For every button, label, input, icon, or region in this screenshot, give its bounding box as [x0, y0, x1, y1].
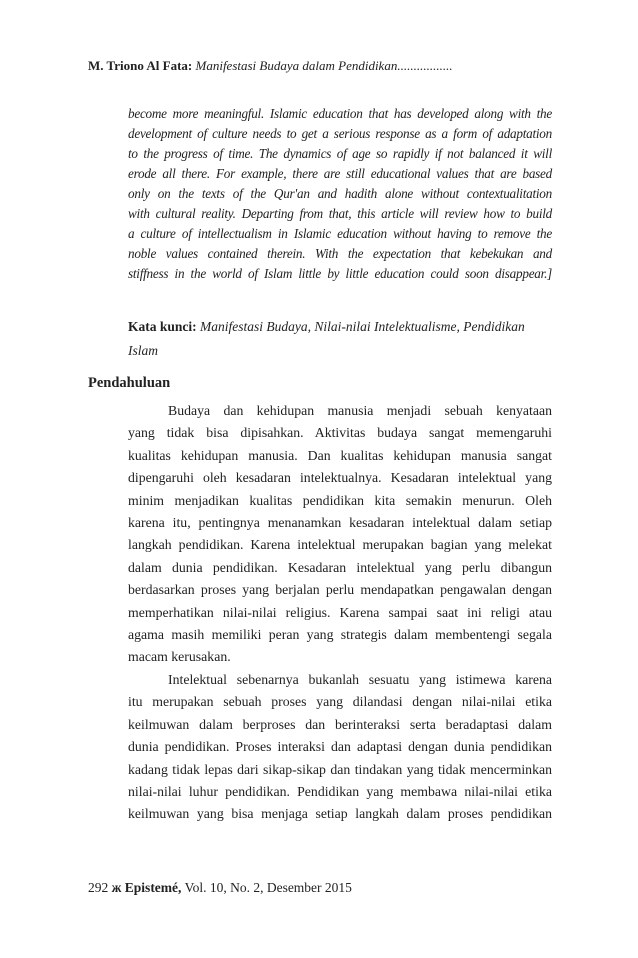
- running-header: [88, 56, 558, 76]
- paragraph-line: memperhatikan nilai-nilai religius. Karena sampai saat ini religi atau: [128, 604, 552, 620]
- paragraph-line: dunia pendidikan. Proses interaksi dan adaptasi dengan dunia pendidikan: [128, 739, 552, 755]
- section-heading: Pendahuluan: [88, 375, 171, 391]
- paragraph-line: dipengaruhi oleh kesadaran intelektualnya. Kesadaran intelektual yang: [128, 470, 552, 486]
- paragraph-line: itu merupakan sebuah proses yang dilandasi dengan nilai-nilai etika: [128, 694, 552, 710]
- paragraph-line: agama masih memiliki peran yang strategis dalam membentengi segala: [128, 627, 552, 643]
- abstract-line: with cultural reality. Departing from that, this article will review how to build: [128, 206, 552, 221]
- header-article-title: Manifestasi Budaya dalam Pendidikan.................: [195, 58, 453, 73]
- paragraph-line: keilmuwan yang bisa menjaga setiap langkah dalam proses pendidikan: [128, 806, 552, 822]
- paragraph-line: kadang tidak lepas dari sikap-sikap dan tindakan yang tidak mencerminkan: [128, 761, 552, 777]
- paragraph-line: dalam dunia pendidikan. Kesadaran intelektual yang perlu dibangun: [128, 559, 552, 575]
- keywords: [128, 315, 552, 363]
- paragraph-line: Budaya dan kehidupan manusia menjadi sebuah kenyataan: [168, 403, 552, 418]
- abstract-line: stiffness in the world of Islam little by little education could soon disappear.]: [128, 266, 552, 281]
- abstract-line: to the progress of time. The dynamics of age so rapidly if not balanced it will: [128, 146, 552, 161]
- paragraph-1: [88, 400, 552, 669]
- abstract-line: noble values contained therein. With the expectation that kebekukan and: [128, 246, 552, 261]
- keywords-label: Kata kunci:: [128, 319, 197, 334]
- abstract-line: development of culture needs to get a serious response as a form of adaptation: [128, 126, 552, 141]
- paragraph-2: [88, 669, 552, 826]
- journal-issue: Vol. 10, No. 2, Desember 2015: [184, 880, 352, 895]
- abstract-line: a culture of intellectualism in Islamic education without having to remove the: [128, 226, 552, 241]
- page-number: 292: [88, 880, 109, 895]
- paragraph-line: macam kerusakan.: [128, 649, 231, 665]
- paragraph-line: berdasarkan proses yang berjalan perlu mendapatkan pengawalan dengan: [128, 582, 552, 598]
- paragraph-line: minim menjadikan kualitas pendidikan kita semakin menurun. Oleh: [128, 492, 552, 508]
- footer-separator: ж: [111, 880, 122, 895]
- journal-name: Epistemé,: [124, 880, 182, 895]
- paragraph-line: karena itu, pentingnya menanamkan kesadaran intelektual dalam setiap: [128, 515, 552, 531]
- keywords-text: Manifestasi Budaya, Nilai-nilai Intelektualisme, Pendidikan Islam: [128, 319, 525, 358]
- paragraph-line: yang tidak bisa dipisahkan. Aktivitas budaya sangat memengaruhi: [128, 425, 552, 441]
- page-footer: [88, 878, 352, 898]
- paragraph-line: kualitas kehidupan manusia. Dan kualitas kehidupan manusia sangat: [128, 447, 552, 463]
- paragraph-line: langkah pendidikan. Karena intelektual merupakan bagian yang melekat: [128, 537, 552, 553]
- header-author: M. Triono Al Fata:: [88, 58, 193, 73]
- body-text: [88, 400, 552, 826]
- abstract-line: only on the texts of the Qur'an and hadith alone without contextualitation: [128, 186, 552, 201]
- paragraph-line: keilmuwan dalam berproses dan berinteraksi serta beradaptasi dalam: [128, 716, 552, 732]
- abstract-line: erode all there. For example, there are still educational values that are based: [128, 166, 552, 181]
- paragraph-line: Intelektual sebenarnya bukanlah sesuatu yang istimewa karena: [168, 671, 552, 687]
- abstract: [128, 104, 552, 284]
- abstract-line: become more meaningful. Islamic education that has developed along with the: [128, 106, 552, 121]
- paragraph-line: nilai-nilai luhur pendidikan. Pendidikan yang membawa nilai-nilai etika: [128, 783, 552, 799]
